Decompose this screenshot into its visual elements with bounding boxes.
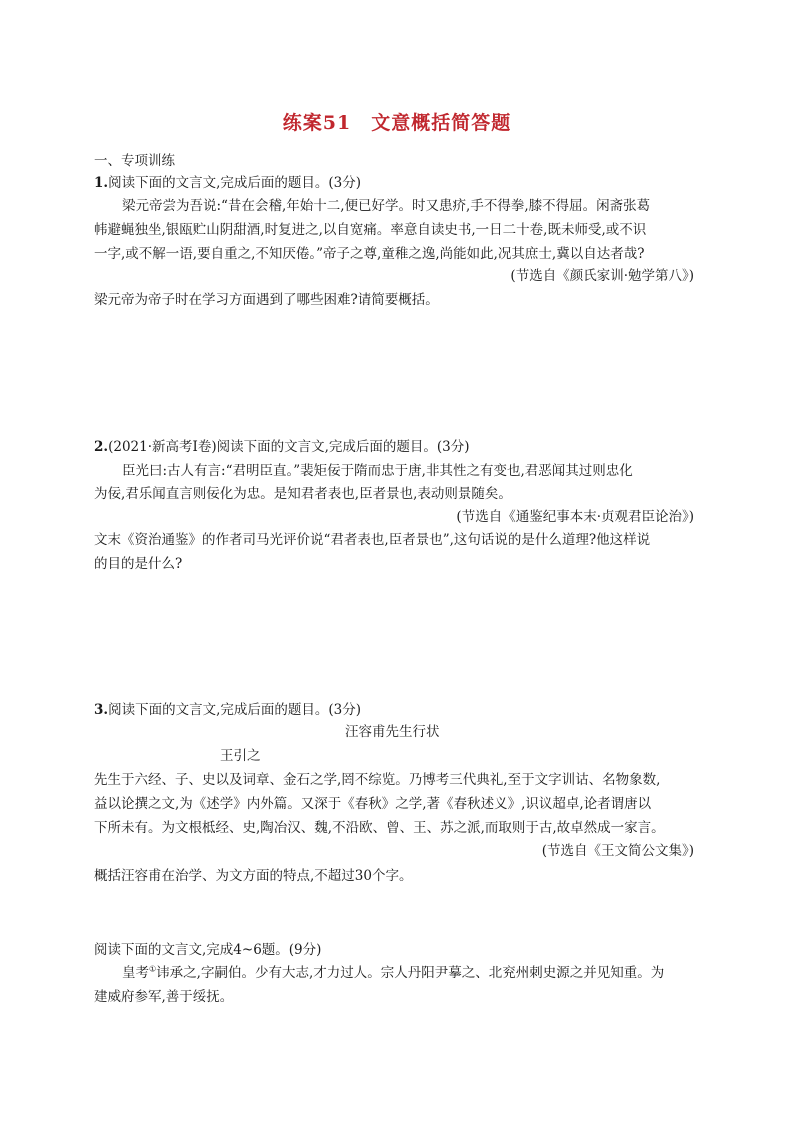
q1-passage-line: 帏避蝇独坐,银瓯贮山阴甜酒,时复进之,以自宽痛。率意自读史书,一日二十卷,既未师受,或不识 xyxy=(94,222,647,238)
q3-passage-line: 先生于六经、子、史以及词章、金石之学,罔不综览。乃博考三代典礼,至于文字训诂、名物象数, xyxy=(94,772,661,788)
q2-question-line: 文末《资治通鉴》的作者司马光评价说“君者表也,臣者景也”,这句话说的是什么道理?他这样说 xyxy=(94,532,651,548)
q3-passage-line: 益以论撰之文,为《述学》内外篇。又深于《春秋》之学,著《春秋述义》,识议超卓,论者谓唐以 xyxy=(94,796,652,812)
q2-passage-line: 为佞,君乐闻直言则佞化为忠。是知君者表也,臣者景也,表动则景随矣。 xyxy=(94,486,512,502)
q3-source: (节选自《王文简公文集》) xyxy=(541,843,694,859)
q3-author: 王引之 xyxy=(220,748,261,764)
q1-prompt xyxy=(94,173,361,193)
q4-line1-start: 皇考 xyxy=(122,965,149,981)
q1-number: 1. xyxy=(94,175,109,191)
page-title: 练案51 文意概括简答题 xyxy=(282,112,512,134)
q4-prompt: 阅读下面的文言文,完成4~6题。(9分) xyxy=(94,942,322,958)
q2-prompt-text: (2021·新高考Ⅰ卷)阅读下面的文言文,完成后面的题目。(3分) xyxy=(108,439,470,455)
q1-source: (节选自《颜氏家训·勉学第八》) xyxy=(510,268,694,284)
q2-number: 2. xyxy=(94,439,109,455)
q1-passage-line: 一字,或不解一语,要自重之,不知厌倦。”帝子之尊,童稚之逸,尚能如此,况其庶士,冀以自达者哉? xyxy=(94,246,645,262)
q3-passage-title: 汪容甫先生行状 xyxy=(345,724,440,740)
q2-question-line: 的目的是什么? xyxy=(94,556,183,572)
section-heading: 一、专项训练 xyxy=(94,153,175,169)
q3-prompt xyxy=(94,700,361,720)
q1-question: 梁元帝为帝子时在学习方面遇到了哪些困难?请简要概括。 xyxy=(94,292,439,308)
q3-prompt-text: 阅读下面的文言文,完成后面的题目。(3分) xyxy=(108,702,362,718)
q4-passage-line: 建威府参军,善于绥抚。 xyxy=(94,989,234,1005)
q4-line1-rest: 讳承之,字嗣伯。少有大志,才力过人。宗人丹阳尹摹之、北兖州刺史源之并见知重。为 xyxy=(156,965,665,981)
q1-passage-line: 梁元帝尝为吾说:“昔在会稽,年始十二,便已好学。时又患疥,手不得拳,膝不得屈。闲斋张葛 xyxy=(122,198,651,214)
q3-question: 概括汪容甫在治学、为文方面的特点,不超过30个字。 xyxy=(94,868,413,884)
q1-prompt-text: 阅读下面的文言文,完成后面的题目。(3分) xyxy=(108,175,362,191)
q3-passage-line: 下所未有。为文根柢经、史,陶冶汉、魏,不沿欧、曾、王、苏之派,而取则于古,故卓然成一家言。 xyxy=(94,820,665,836)
footnote-marker: ① xyxy=(149,964,157,974)
q4-passage-line xyxy=(122,963,664,983)
q2-prompt xyxy=(94,437,470,457)
q2-source: (节选自《通鉴纪事本末·贞观君臣论治》) xyxy=(456,509,694,525)
q3-number: 3. xyxy=(94,702,109,718)
q2-passage-line: 臣光曰:古人有言:“君明臣直。”裴矩佞于隋而忠于唐,非其性之有变也,君恶闻其过则忠化 xyxy=(122,463,633,479)
